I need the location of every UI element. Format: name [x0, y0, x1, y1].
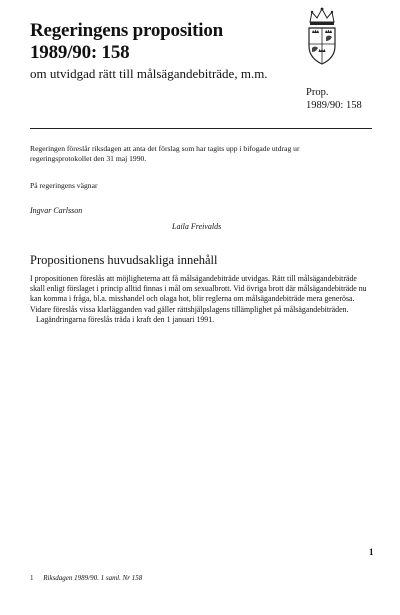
summary-heading: Propositionens huvudsakliga innehåll [30, 253, 218, 267]
crest-graphic [302, 6, 342, 68]
summary-body [30, 274, 370, 325]
document-title [30, 20, 223, 64]
proposition-reference [306, 86, 362, 112]
prop-label: Prop. [306, 87, 329, 98]
title-line-2: 1989/90: 158 [30, 42, 130, 63]
signature-minister: Laila Freivalds [172, 222, 222, 231]
footer-note-number: 1 [30, 574, 34, 582]
summary-paragraph-2: Lagändringarna föreslås träda i kraft den 1 januari 1991. [36, 314, 215, 324]
summary-paragraph-1: I propositionen föreslås att möjligheterna att få målsägandebiträde utvidgas. Rätt till målsägandebiträde skall enligt förslaget i princip alltid finnas i mål om sexualbrott. Vid övriga brott där målsägandebiträde nu kan komma i fråga, bl.a. misshandel och olaga hot, blir reglerna om målsägandebiträde mera generösa. Vidare föreslås vissa klarlägganden vad gäller rättshjälpslagens tillämplighet på målsägandebiträden. [30, 274, 367, 314]
page-number: 1 [369, 547, 374, 557]
document-subtitle: om utvidgad rätt till målsägandebiträde, m.m. [30, 66, 268, 81]
footer-note [30, 574, 142, 582]
swedish-coat-of-arms-icon [302, 6, 342, 68]
mandate-line: På regeringens vägnar [30, 181, 98, 190]
signature-prime-minister: Ingvar Carlsson [30, 206, 83, 215]
prop-number: 1989/90: 158 [306, 100, 362, 111]
header-divider [30, 128, 372, 129]
intro-text: Regeringen föreslår riksdagen att anta det förslag som har tagits upp i bifogade utdrag ur regeringsprotokollet den 31 maj 1990. [30, 144, 300, 163]
title-line-1: Regeringens proposition [30, 20, 223, 41]
footer-source: Riksdagen 1989/90. 1 saml. Nr 158 [43, 574, 143, 582]
